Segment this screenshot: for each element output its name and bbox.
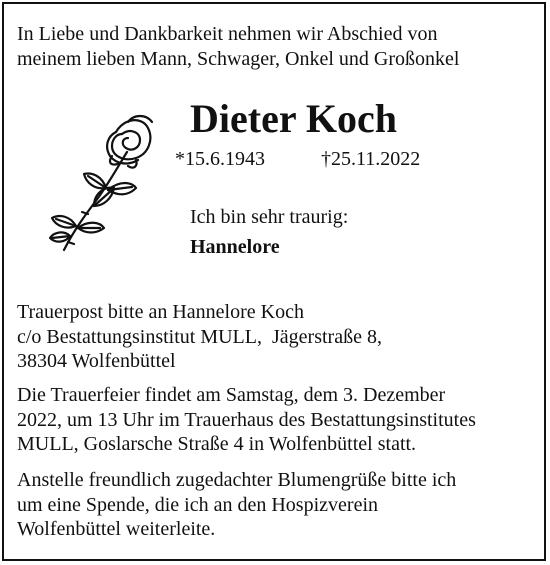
mail-line: Trauerpost bitte an Hannelore Koch: [17, 301, 304, 323]
donation-line: um eine Spende, die ich an den Hospizverein: [17, 493, 378, 516]
rose-icon: [24, 110, 164, 260]
mourner-statement: Ich bin sehr traurig:: [190, 206, 349, 228]
donation-line: Anstelle freundlich zugedachter Blumengrüße bitte ich: [17, 469, 457, 491]
birth-date: *15.6.1943: [175, 148, 265, 170]
donation-request: [17, 468, 456, 542]
mail-line: 38304 Wolfenbüttel: [17, 350, 176, 372]
mourner-name: Hannelore: [190, 236, 280, 258]
deceased-name: Dieter Koch: [190, 96, 397, 141]
ceremony-line: MULL, Goslarsche Straße 4 in Wolfenbüttel statt.: [17, 433, 417, 455]
intro-line: meinem lieben Mann, Schwager, Onkel und Großonkel: [17, 47, 460, 70]
ceremony-line: 2022, um 13 Uhr im Trauerhaus des Bestattungsinstitutes: [17, 408, 476, 431]
mail-address: [17, 300, 382, 374]
intro-line: In Liebe und Dankbarkeit nehmen wir Abschied von: [17, 23, 438, 45]
death-date: †25.11.2022: [321, 148, 421, 170]
mail-line: c/o Bestattungsinstitut MULL, Jägerstraße 8,: [17, 325, 382, 348]
ceremony-line: Die Trauerfeier findet am Samstag, dem 3. Dezember: [17, 384, 446, 406]
intro-text: [17, 22, 459, 71]
donation-line: Wolfenbüttel weiterleite.: [17, 518, 216, 540]
ceremony-info: [17, 383, 476, 457]
